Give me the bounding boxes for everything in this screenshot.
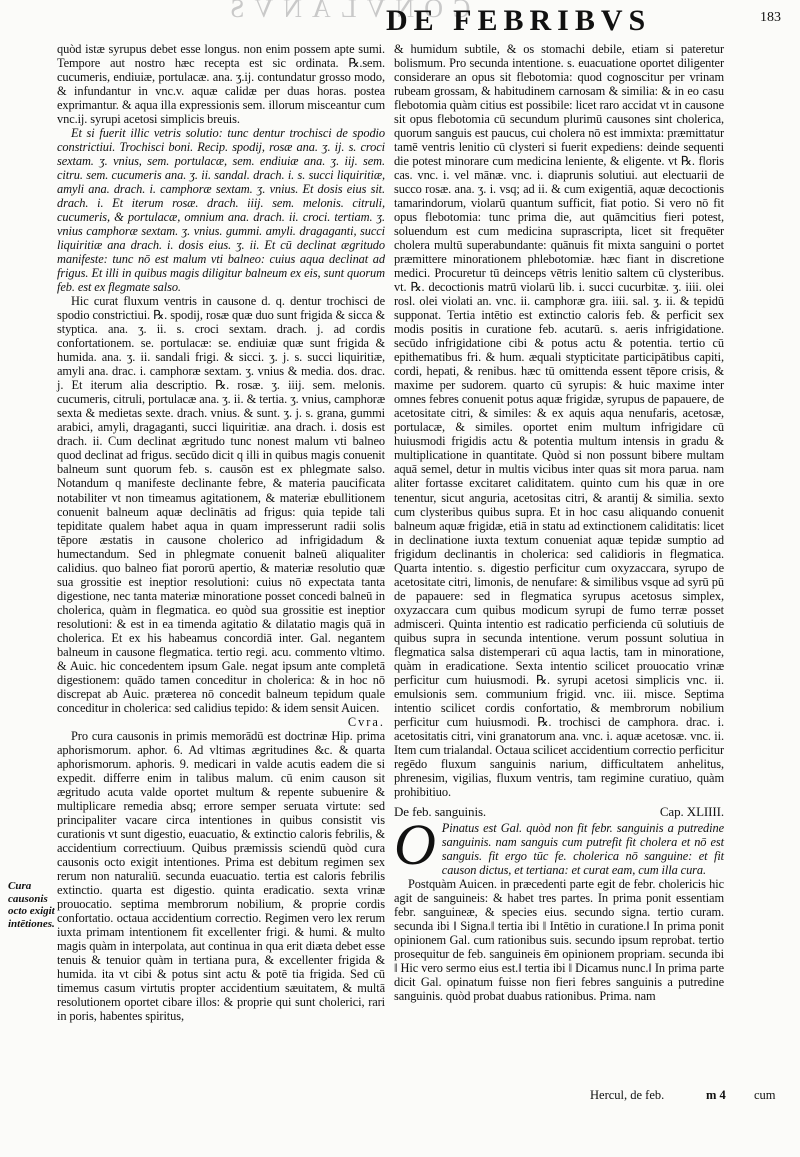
paragraph: Postquàm Auicen. in præcedenti parte egit de febr. cholericis hic agit de sanguineis: & habet tres partes. In prima ponit essentiam febr. sanguineæ, & species eius. secundo signa. tertio curam. secunda ibi ‖ Signa.‖ tertia ibi ‖ Intētio in curatione.‖ In prima ponit opinionem Gal. cum rationibus suis. secundo ipsum reprobat. tertio prosequitur de feb. sanguineis ēm opinionem propriam. secunda ibi ‖ Hic vero sermo eius est.‖ tertia ibi ‖ Dicamus nunc.‖ In prima parte dicit Gal. opinatum fuisse non fieri febres sanguinis a putredine sanguinis. quòd probat duabus rationibus. Prima. nam (394, 876, 724, 1004)
running-header (0, 2, 800, 42)
italic-paragraph: Et si fuerit illic vetris solutio: tunc dentur trochisci de spodio constrictiui. Trochisci boni. Recip. spodij, rosæ ana. ʒ. ij. s. croci sextam. ʒ. vnius, sem. portulacæ, sem. endiuiæ ana. ʒ. iij. sem. citru. sem. cucumeris ana. ʒ. ii. sandal. drach. i. s. succi liquiritiæ, amyli ana. drach. i. camphoræ sextam. ʒ. vnius. Et dosis eius sit. drach. i. Et iterum rosæ. drach. iiij. sem. melonis. citruli, cucumeris, & portulacæ, omnium ana. drach. ii. croci. tertiam. ʒ. vnius camphoræ sextam. ʒ. vnius. gummi. amyli. dragaganti, succi liquiritiæ ana drach. i. dosis eius. ʒ. ii. Et cū declinat ægritudo manifeste: tunc nō est malum vti balneo: cuius aqua declinat ad frigus. Et illi in quibus magis diligitur balneum ex eis, sunt quorum feb. est ex flegmate salso. (57, 126, 385, 295)
drop-cap: O (394, 811, 436, 877)
catchword: cum (754, 1088, 776, 1102)
bleed-through-text: CONVLANVS (220, 0, 471, 23)
paragraph: Pro cura causonis in primis memorādū est doctrinæ Hip. prima aphorismorum. aphor. 6. Ad vltimas ægritudines &c. & quarta aphorismorum. aphoris. 9. medicari in valde acutis eadem die si expedit. differre enim in talibus malum. cū enim causon sit ægritudo acuta valde oportet multum & repente subuenire & multiplicare remedia absq; errore semper seruata virtute: sed principaliter vacare circa intentiones in quibus consistit vis curationis vt sunt digestio, euacuatio, & extinctio caloris febrilis, & accidentium correctiuum. Quibus præmissis sciendū quòd cura causonis octo exigit intentiones. Prima est debitum regimen sex rerum non naturaliū. secunda euacuatio. tertia est caloris febrilis extinctio. quarta est digestio. quinta eradicatio. sexta vrinæ prouocatio. septima membrorum nobilium, & proprie cordis confortatio. octaua accidentium correctio. Regimen vero lex rerum iuxta primam intentionem fit excellenter frigi. & humi. & multo magis quàm in interpolata, aut continua in qua erit diæta debet esse tenuis & tenuior quàm in tertiana pura, & excellenter frigida & humida. ita vt cibi & potus sint actu & potē tia frigida. Sed cū timemus casum virtutis propter accidentium sæuitatem, & multā resolutionem oportet cibare illos: & proprie qui sunt cholerici, rari in poris, habentes spiritus, (57, 728, 385, 1024)
lead-text: Pinatus est Gal. quòd non fit febr. sanguinis a putredine sanguinis. nam sanguis cum putrefit fit cholera et nō est sanguis. fit ergo tūc fe. cholerica nō sanguine: et fit causon dictus, et tertiana: et curat eam, cum illa cura. (441, 820, 724, 877)
chapter-title: De feb. sanguinis. (394, 803, 487, 819)
paragraph: & humidum subtile, & os stomachi debile, etiam si pateretur bolismum. Pro secunda intentione. s. euacuatione oportet diligenter considerare an opus sit flebotomia: quod cognoscitur per vrinam rubeam grossam, & habitudinem carnosam & similia: & in eo casu flebotomia quàm citius est possibile: licet raro accidat vt in causone sit opus flebotomia cū secundum plurimū causones sint cholerica, quorum sanguis est paucus, cui cholera nō est immixta: præmittatur tamē ventris lenitio cū clysteri si fuerit expediens: deinde sequenti die potest minorare cum medicina leniente, & eligente. vt ℞. floris cas. vnc. i. vel mānæ. vnc. i. diaprunis solutiui. aut electuarii de succo rosæ. ana. ʒ. i. vsq; ad ii. & cum exigentiā, aquæ decoctionis tamarindorum, violarū quantum sufficit, fiat potio. Si vero nō fit opus flebotomia: tunc prima die, aut quāmcitius fieri potest, soluendum est cum medicina suprascripta, licet sit frequēter cholera multū superabundante: quānuis fit mixta sanguini o portet præmittere minorationem phlebotomiæ. hæc fiant in discretione medici. Procuretur tū deinceps vētris lenitio saltem cū clysteribus. vt. ℞. decoctionis matrū violarū lib. i. succi cucurbitæ. ʒ. iiii. olei rosl. olei violati an. vnc. ii. camphoræ gra. iiii. sal. ʒ. ii. & tepidū supponat. Tertia intētio est extinctio caloris feb. & perficit sex modis positis in curatione feb. acutarū. s. aeris infrigidatione. secūdo infrigidatione cibi & potus actu & potentia. tertio cū epithematibus fri. & hum. æquali stypticitate participātibus capiti, cordi, hepati, & renibus. hæc tū omittenda essent tēpore crisis, & maxime per sudorem. quarto cū syrupis: & huic maxime inter omnes febres conuenit potus aquæ frigidæ, syrupus de papauere, de acetositate citri, & similes: & ex aquis aqua nenufaris, acetosæ, portulacæ, & similes. oportet enim multum infrigidare cū huiusmodi frigidis actu & potentia multum intensis in gradu & multiplicatione in quantitate. Quòd si non possunt bibere multam aquā semel, detur in multis vicibus inter quas sit mora parua. nam aliter fortasse excitaret caliditatem. quinto cum his quæ in ore tenentur, sicut anguria, acetositas citri, & arantij & similia. sexto cum clysteribus quibus supra. Et in hoc casu aliquando conuenit balneum aquæ frigidæ, etiā in statu ad extinctionem caliditatis: licet in declinatione iuxta textum conueniat aquæ tepidæ sumptio ad frigidum declinantis in cholerica: sed calidioris in flegmatica. Quarta intentio. s. digestio perficitur cum oxyzaccara, syrupo de acetositate citri, limonis, de nenufare: & similibus vsque ad syrū pū de papauere: sed in flegmatica syrupus acetosus simplex, oxyzaccara cum quibus modicum syrupi de fumo terræ posset admisceri. Quinta intentio est radicatio perficienda cū solutiuis de quibus supra in secunda intentione. verum possunt solutiua in flegmatica salsa distemperari cū aqua lactis, tam in minoratione, quàm in eradicatione. Sexta intentio scilicet prouocatio vrinæ perficitur cum huiusmodi. ℞. syrupi acetosi simplicis vnc. ii. emulsionis sem. communium frigid. vnc. iii. misce. Septima intentio scilicet cordis confortatio, & membrorum nobilium perficitur cum huiusmodi. ℞. trochisci de camphora. drac. i. acetositatis citri, vini granatorum ana. vnc. i. aquæ acetosæ. vnc. ii. Item cum trialandal. Octaua scilicet accidentium correctio perficitur regēdo fluxum sanguinis narium, difficultatem anhelitus, phrenesim, vigilias, fluxum ventris, tam regimine curatiuo, quàm prohibitiuo. (394, 42, 724, 799)
chapter-number: Cap. XLIIII. (659, 803, 724, 819)
left-column (57, 42, 385, 1023)
right-column (394, 42, 724, 1003)
paragraph: Hic curat fluxum ventris in causone d. q. dentur trochisci de spodio constrictiui. ℞. spodij, rosæ quæ duo sunt frigida & sicca & styptica. ana. ʒ. ii. s. croci sextam. drach. j. ad cordis confortationem. se. portulacæ: se. endiuiæ quæ sunt frigida & humida. ana. ʒ. ii. sandali frigi. & sicci. ʒ. j. s. succi liquiritiæ, amyli ana. drac. i. camphoræ sextam. ʒ. vnius & media. dos. drac. j. Et iterum alia descriptio. ℞. rosæ. ʒ. iiij. sem. melonis. cucumeris, citruli, portulacæ ana. ʒ. ii. & tertia. ʒ. vnius, camphoræ sexta & medietas sexte. drach. vnius. & sunt. ʒ. j. s. grana, gummi arabici, amyli, dragaganti, succi liquiritiæ. ana drach. i. dosis est drach. ii. Cum declinat ægritudo tunc nonest malum vti balneo quod declinat ad frigus. secūdo dicit q illi in quibus magis conuenit balneum sunt quorum feb. s. causōn est ex phlegmate salso. Notandum q manifeste declinante febre, & materia paucificata notabiliter vt non timeamus agitationem, & materiæ ebullitionem conuenit balneum aquæ declinātis ad frigus: quia tepide tali tepiditate qualem habet aqua in quam impresserunt radii solis tēpore æstatis in causone cholerico ad infrigidadum & humectandum. Sed in phlegmate conuenit balneū aliqualiter calidius. quo balneo fiat pororū apertio, & materiæ resolutio quæ sua grossitie est ineptior resolutioni: cuius nō expectata tanta digestione, nec tanta materiæ minoratione posset concedi balneū in cholerica, quàm in flegmatica. eo quòd sua grossitie est ineptior resolutioni: & est in ea timenda agitatio & dilatatio magis quā in cholerica. Et ex his habeamus concordiā inter. Gal. negantem balneum in causone flegmatica. tertio regi. acu. commento vltimo. & Auic. hic concedentem ipsum Gale. negat ipsum ante completā digestionem: quādo tamen conceditur in cholerica: & in hoc nō discrepat ab Auic. præterea nō concedit balneum tepidum quale conceditur in cholerica: sed calidius tepido: & idem sensit Auicen. (57, 294, 385, 715)
running-footer: Hercul, de feb. (590, 1088, 665, 1102)
signature-mark: m 4 (706, 1088, 726, 1102)
section-heading: Cvra. (347, 714, 385, 729)
chapter-heading (394, 805, 724, 819)
running-title: DE FEBRIBVS (386, 4, 652, 37)
paragraph: quòd istæ syrupus debet esse longus. non enim possem apte sumi. Tempore aut nostro hæc recepta est sic ordinata. ℞.sem. cucumeris, endiuiæ, portulacæ. ana. ʒ.ij. contundatur grosso modo, & infundantur in vnc.v. aquæ calidæ per duas horas. postea exprimantur. & aqua illa expressionis sem. illorum misceantur cum vnc.ij. syrupi acetosi simplicis breuis. (57, 42, 385, 127)
margin-note: Cura causonis octo exigit intētiones. (8, 880, 55, 930)
page-number: 183 (760, 10, 781, 25)
